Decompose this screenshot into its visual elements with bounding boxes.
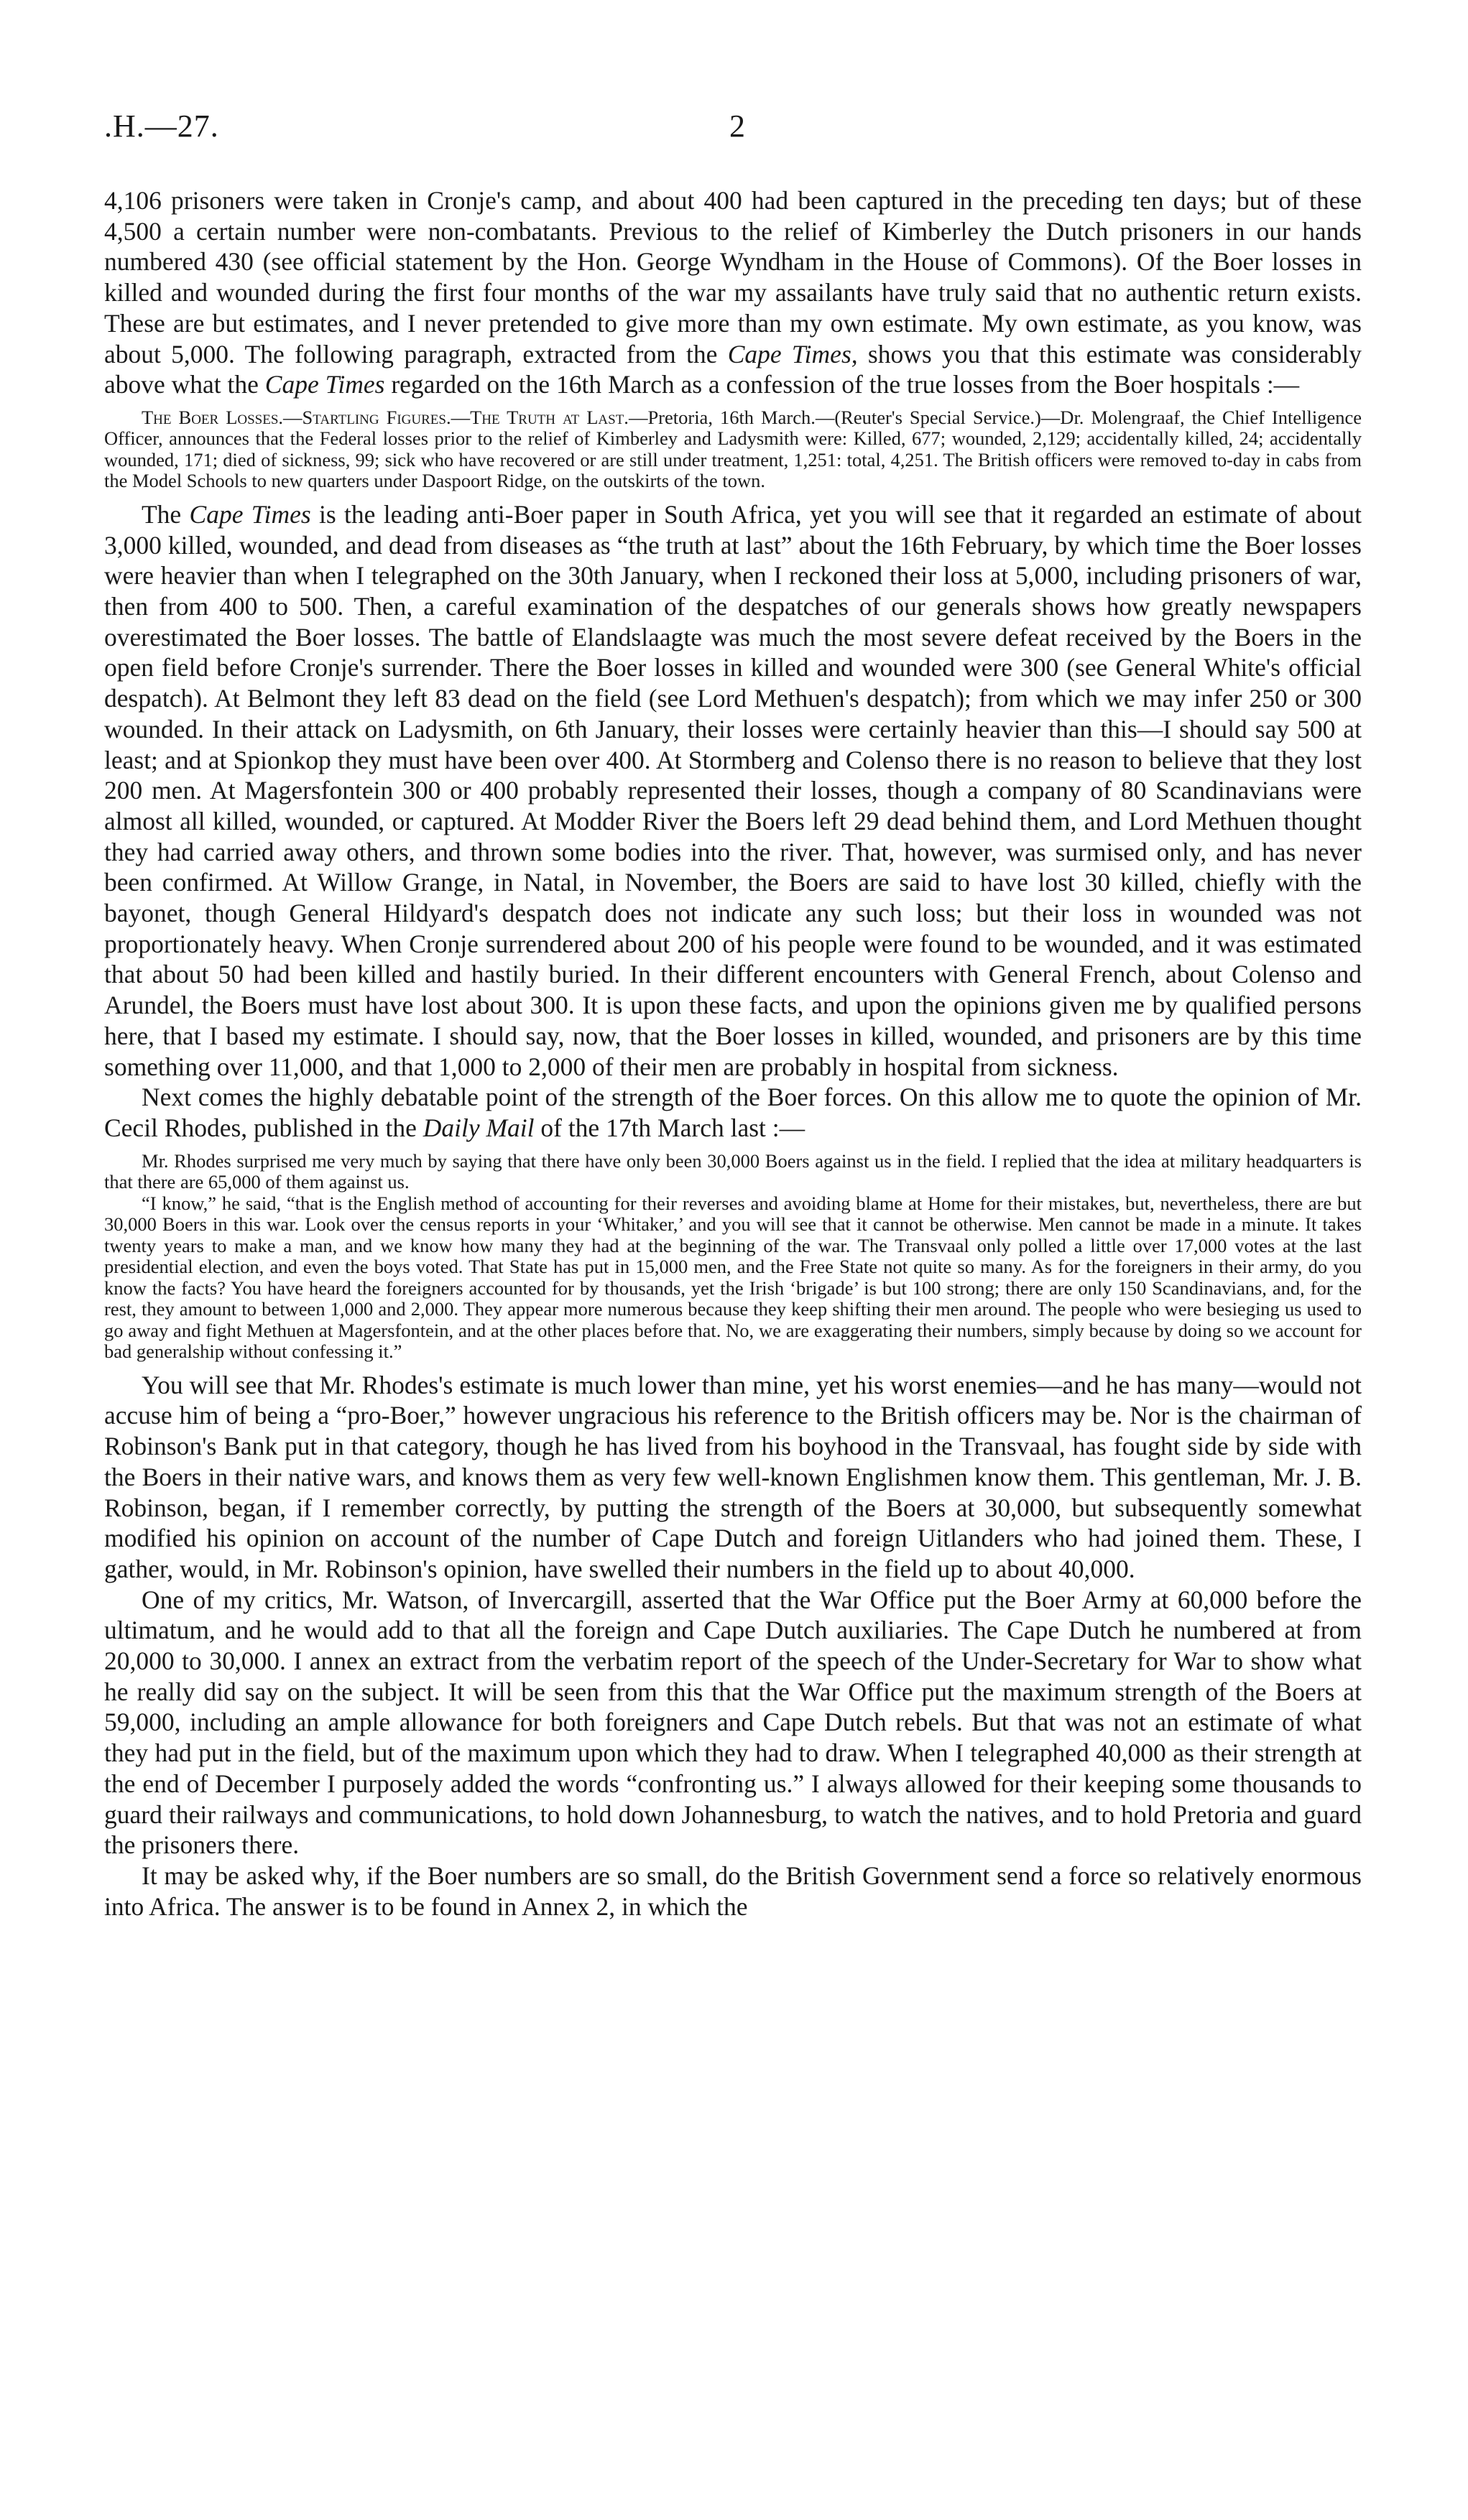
paragraph-boer-prisoners: 4,106 prisoners were taken in Cronje's camp, and about 400 had been captured in the preceding ten days; but of these 4,500 a certain number were non-combatants. Previous to the relief of Kimberley the Dutch prisoners in our hands numbered 430 (see official statement by the Hon. George Wyndham in the House of Commons). Of the Boer losses in killed and wounded during the first four months of the war my assailants have truly said that no authentic return exists. These are but estimates, and I never pretended to give more than my own estimate. My own estimate, as you know, was about 5,000. The following paragraph, extracted from the Cape Times, shows you that this estimate was considerably above what the Cape Times regarded on the 16th March as a confession of the true losses from the Boer hospitals :—	[104, 186, 1362, 399]
paragraph-british-force: It may be asked why, if the Boer numbers are so small, do the British Government send a force so relatively enormous into Africa. The answer is to be found in Annex 2, in which the	[104, 1861, 1362, 1921]
quote-rhodes-intro: Mr. Rhodes surprised me very much by saying that there have only been 30,000 Boers against us in the field. I replied that the idea at military headquarters is that there are 65,000 of them against us.	[104, 1149, 1362, 1193]
paragraph-war-office: One of my critics, Mr. Watson, of Invercargill, asserted that the War Office put the Boer Army at 60,000 before the ultimatum, and he would add to that all the foreign and Cape Dutch auxiliaries. The Cape Dutch he numbered at from 20,000 to 30,000. I annex an extract from the verbatim report of the speech of the Under-Secretary for War to show what he really did say on the subject. It will be seen from this that the War Office put the maximum strength of the Boers at 59,000, including an ample allowance for both foreigners and Cape Dutch rebels. But that was not an estimate of what they had put in the field, but of the maximum upon which they had to draw. When I telegraphed 40,000 as their strength at the end of December I purposely added the words “confronting us.” I always allowed for their keeping some thousands to guard their railways and communications, to hold down Johannesburg, to watch the natives, and to hold Pretoria and guard the prisoners there.	[104, 1585, 1362, 1860]
page-number: 2	[729, 108, 745, 144]
paragraph-cape-times: The Cape Times is the leading anti-Boer paper in South Africa, yet you will see that it regarded an estimate of about 3,000 killed, wounded, and dead from diseases as “the truth at last” about the 16th February, by which time the Boer losses were heavier than when I telegraphed on the 30th January, when I reckoned their loss at 5,000, including prisoners of war, then from 400 to 500. Then, a careful examination of the despatches of our generals shows how greatly newspapers overestimated the Boer losses. The battle of Elandslaagte was much the most severe defeat received by the Boers in the open field before Cronje's surrender. There the Boer losses in killed and wounded were 300 (see General White's official despatch). At Belmont they left 83 dead on the field (see Lord Methuen's despatch); from which we may infer 250 or 300 wounded. In their attack on Ladysmith, on 6th January, their losses were certainly heavier than this—I should say 500 at least; and at Spionkop they must have been over 400. At Stormberg and Colenso there is no reason to believe that they lost 200 men. At Magersfontein 300 or 400 probably represented their losses, though a company of 80 Scandinavians were almost all killed, wounded, or captured. At Modder River the Boers left 29 dead behind them, and Lord Methuen thought they had carried away others, and thrown some bodies into the river. That, however, was surmised only, and has never been confirmed. At Willow Grange, in Natal, in November, the Boers are said to have lost 30 killed, chiefly with the bayonet, though General Hildyard's despatch does not indicate any such loss; but their loss in wounded was not proportionately heavy. When Cronje surrendered about 200 of his people were found to be wounded, and it was estimated that about 50 had been killed and hastily buried. In their different encounters with General French, about Colenso and Arundel, the Boers must have lost about 300. It is upon these facts, and upon the opinions given me by qualified persons here, that I based my estimate. I should say, now, that the Boer losses in killed, wounded, and prisoners are by this time something over 11,000, and that 1,000 to 2,000 of their men are probably in hospital from sickness.	[104, 499, 1362, 1081]
paragraph-rhodes-estimate: You will see that Mr. Rhodes's estimate is much lower than mine, yet his worst enemies—and he has many—would not accuse him of being a “pro-Boer,” however ungracious his reference to the British officers may be. Nor is the chairman of Robinson's Bank put in that category, though he has lived from his boyhood in the Transvaal, has fought side by side with the Boers in their native wars, and knows them as very few well-known Englishmen know them. This gentleman, Mr. J. B. Robinson, began, if I remember correctly, by putting the strength of the Boers at 30,000, but subsequently somewhat modified his opinion on account of the number of Cape Dutch and foreign Uitlanders who had joined them. These, I gather, would, in Mr. Robinson's opinion, have swelled their numbers in the field up to about 40,000.	[104, 1370, 1362, 1583]
paragraph-boer-strength: Next comes the highly debatable point of the strength of the Boer forces. On this allow me to quote the opinion of Mr. Cecil Rhodes, published in the Daily Mail of the 17th March last :—	[104, 1083, 1362, 1142]
quote-heading: The Boer Losses.—Startling Figures.—The Truth at Last.	[142, 406, 629, 428]
body-text	[104, 185, 1362, 1922]
page-header	[104, 108, 1362, 158]
document-identifier: .H.—27.	[104, 108, 219, 144]
quote-boer-losses: The Boer Losses.—Startling Figures.—The Truth at Last.—Pretoria, 16th March.—(Reuter's Special Service.)—Dr. Molengraaf, the Chief Intelligence Officer, announces that the Federal losses prior to the relief of Kimberley and Ladysmith were: Killed, 677; wounded, 2,129; accidentally killed, 24; accidentally wounded, 171; died of sickness, 99; sick who have recovered or are still under treatment, 1,251: total, 4,251. The British officers were removed to-day in cabs from the Model Schools to new quarters under Daspoort Ridge, on the outskirts of the town.	[104, 406, 1362, 492]
quote-rhodes-statement: “I know,” he said, “that is the English method of accounting for their reverses and avoiding blame at Home for their mistakes, but, nevertheless, there are but 30,000 Boers in this war. Look over the census reports in your ‘Whitaker,’ and you will see that it cannot be otherwise. Men cannot be made in a minute. It takes twenty years to make a man, and we know how many they had at the beginning of the war. The Transvaal only polled a little over 17,000 votes at the last presidential election, and even the boys voted. That State has put in 15,000 men, and the Free State not quite so many. As for the foreigners in their army, do you know the facts? You have heard the foreigners accounted for by thousands, yet the Irish ‘brigade’ is but 100 strong; there are only 150 Scandinavians, and, for the rest, they amount to between 1,000 and 2,000. They appear more numerous because they keep shifting their men around. The people who were besieging us used to go away and fight Methuen at Magersfontein, and at the other places before that. No, we are exaggerating their numbers, simply because by doing so we account for bad generalship without confessing it.”	[104, 1192, 1362, 1363]
